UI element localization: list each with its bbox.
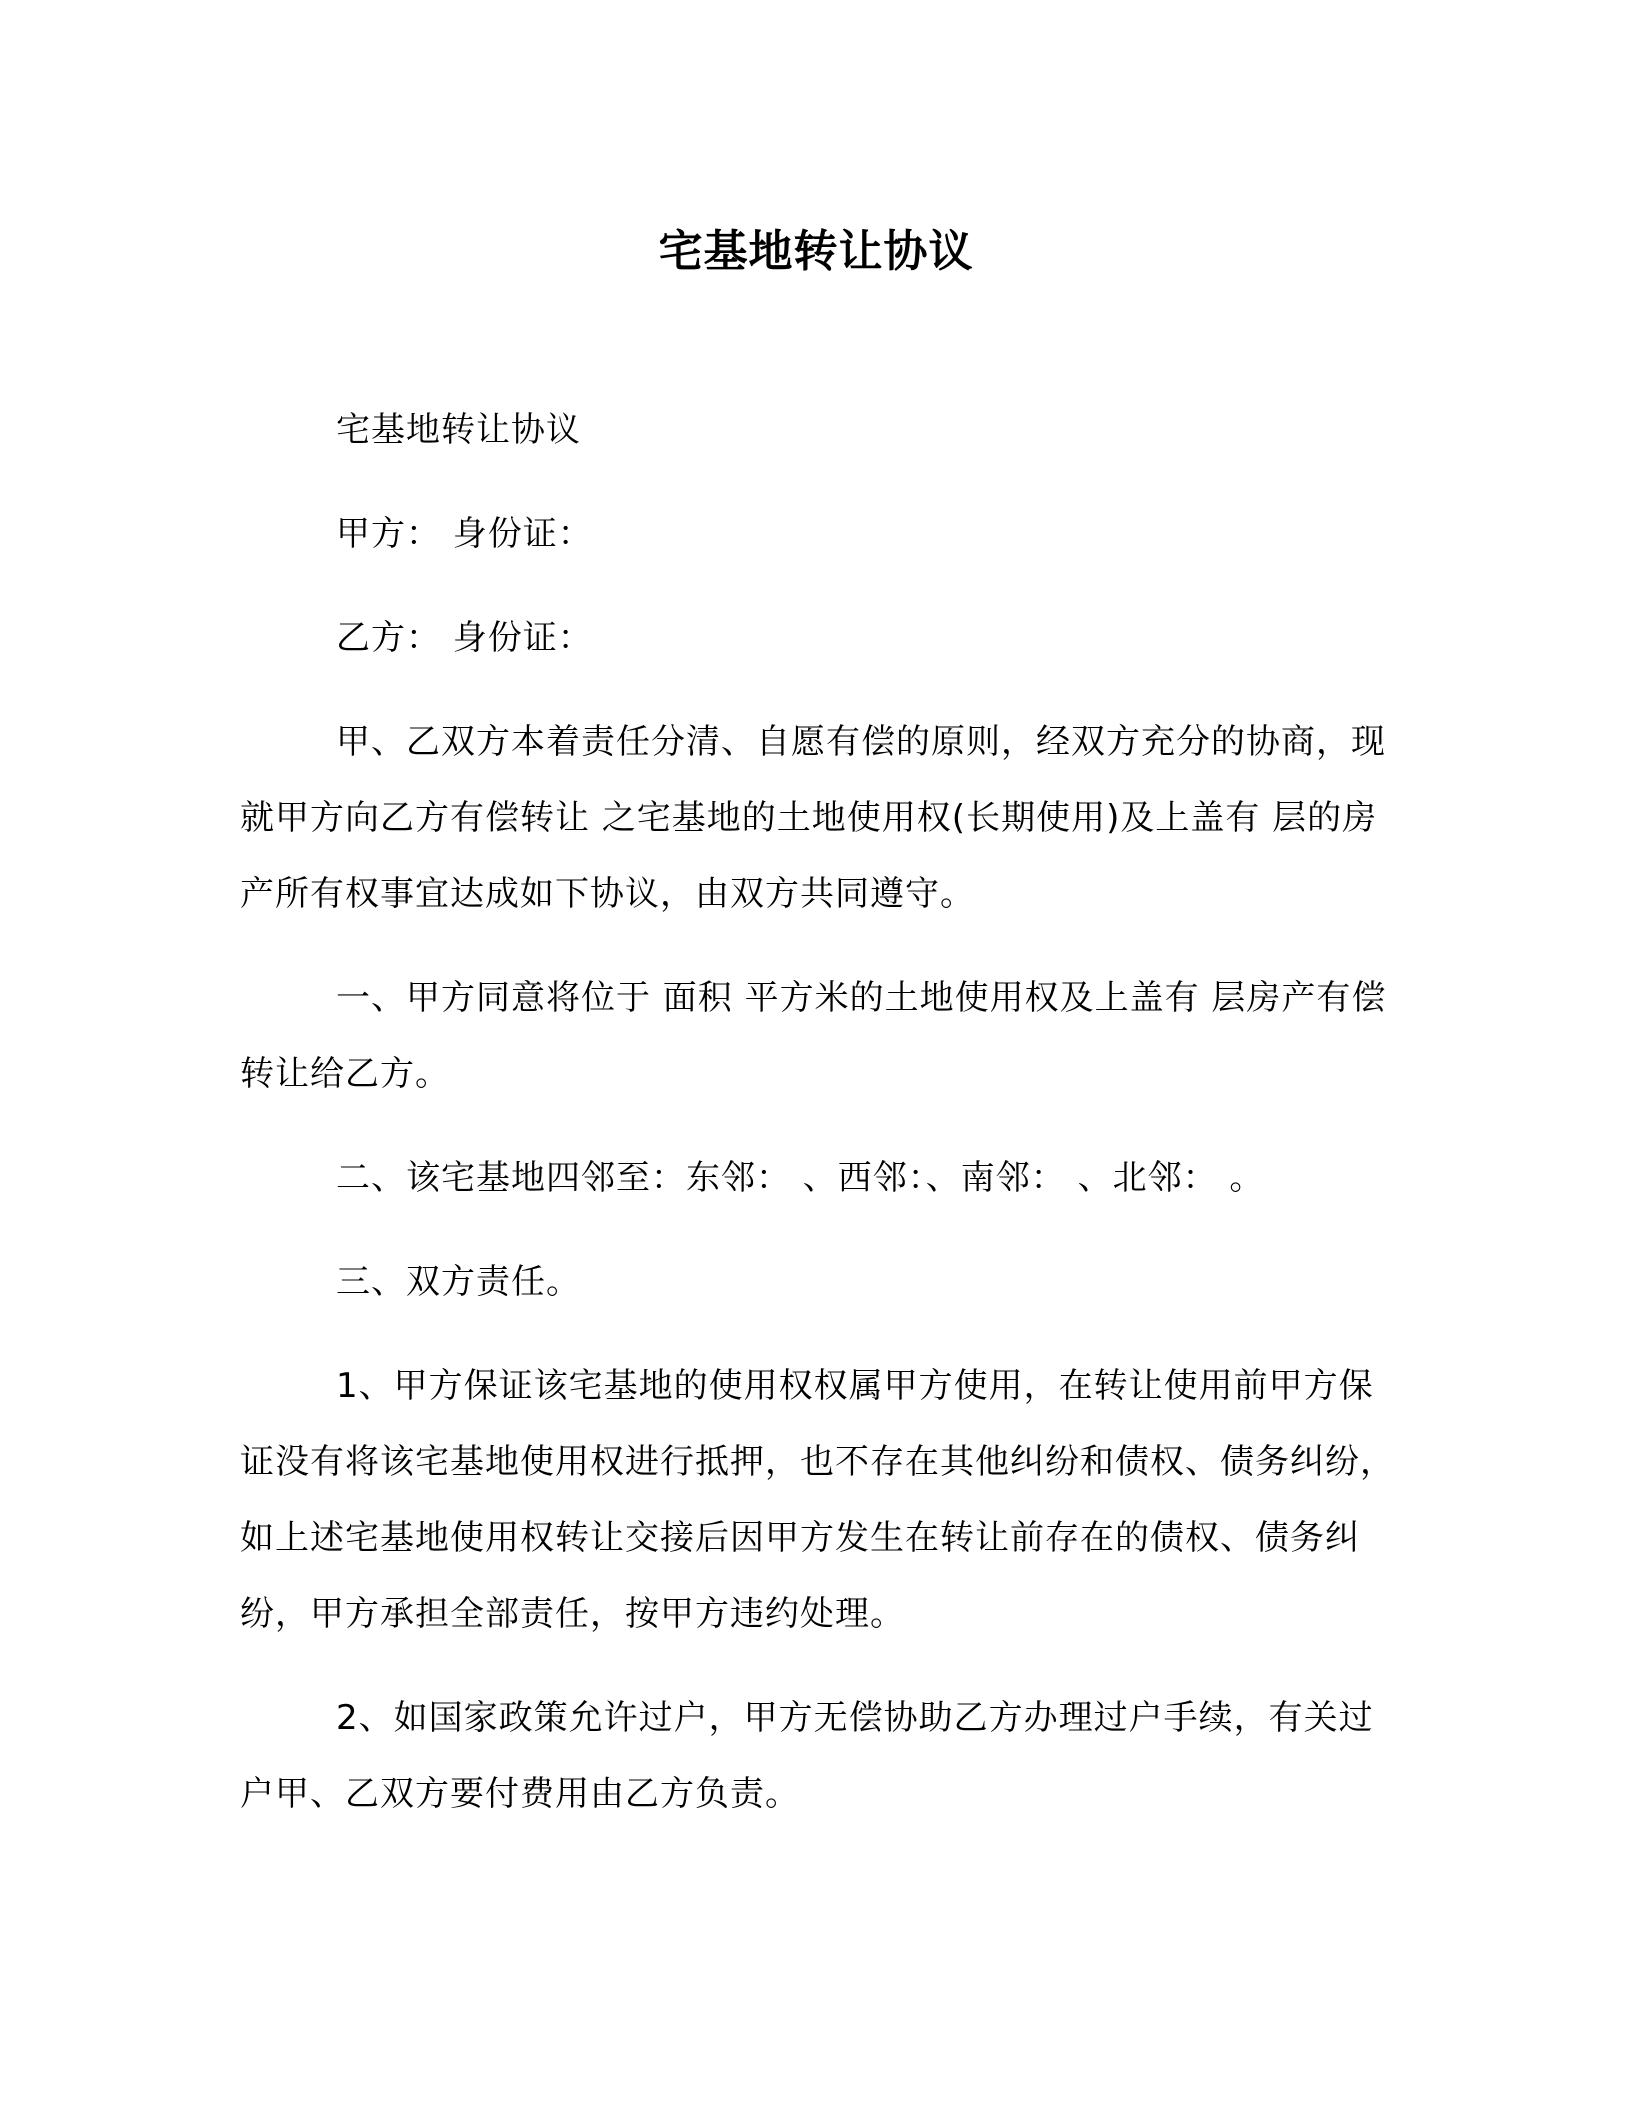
paragraph-party-b: 乙方： 身份证： bbox=[336, 618, 593, 658]
page-title: 宅基地转让协议 bbox=[658, 226, 974, 277]
paragraph-responsibility-2: 2、如国家政策允许过户，甲方无偿协助乙方办理过户手续，有关过户甲、乙双方要付费用由乙方负责。 bbox=[240, 1698, 1374, 1814]
paragraph-party-a: 甲方： 身份证： bbox=[336, 514, 593, 554]
paragraph-preamble: 甲、乙双方本着责任分清、自愿有偿的原则，经双方充分的协商，现就甲方向乙方有偿转让 之宅基地的土地使用权(长期使用)及上盖有 层的房产所有权事宜达成如下协议，由双方共同遵守。 bbox=[240, 722, 1386, 914]
paragraph-clause-1: 一、甲方同意将位于 面积 平方米的土地使用权及上盖有 层房产有偿转让给乙方。 bbox=[240, 978, 1387, 1094]
paragraph-clause-2: 二、该宅基地四邻至：东邻： 、西邻：、南邻： 、北邻： 。 bbox=[336, 1158, 1265, 1198]
paragraph-responsibility-1: 1、甲方保证该宅基地的使用权权属甲方使用，在转让使用前甲方保证没有将该宅基地使用权进行抵押，也不存在其他纠纷和债权、债务纠纷，如上述宅基地使用权转让交接后因甲方发生在转让前存在的债权、债务纠纷，甲方承担全部责任，按甲方违约处理。 bbox=[240, 1366, 1395, 1634]
document-body bbox=[240, 392, 1400, 1860]
paragraph-clause-3: 三、双方责任。 bbox=[336, 1262, 581, 1302]
paragraph-subtitle: 宅基地转让协议 bbox=[336, 410, 581, 450]
